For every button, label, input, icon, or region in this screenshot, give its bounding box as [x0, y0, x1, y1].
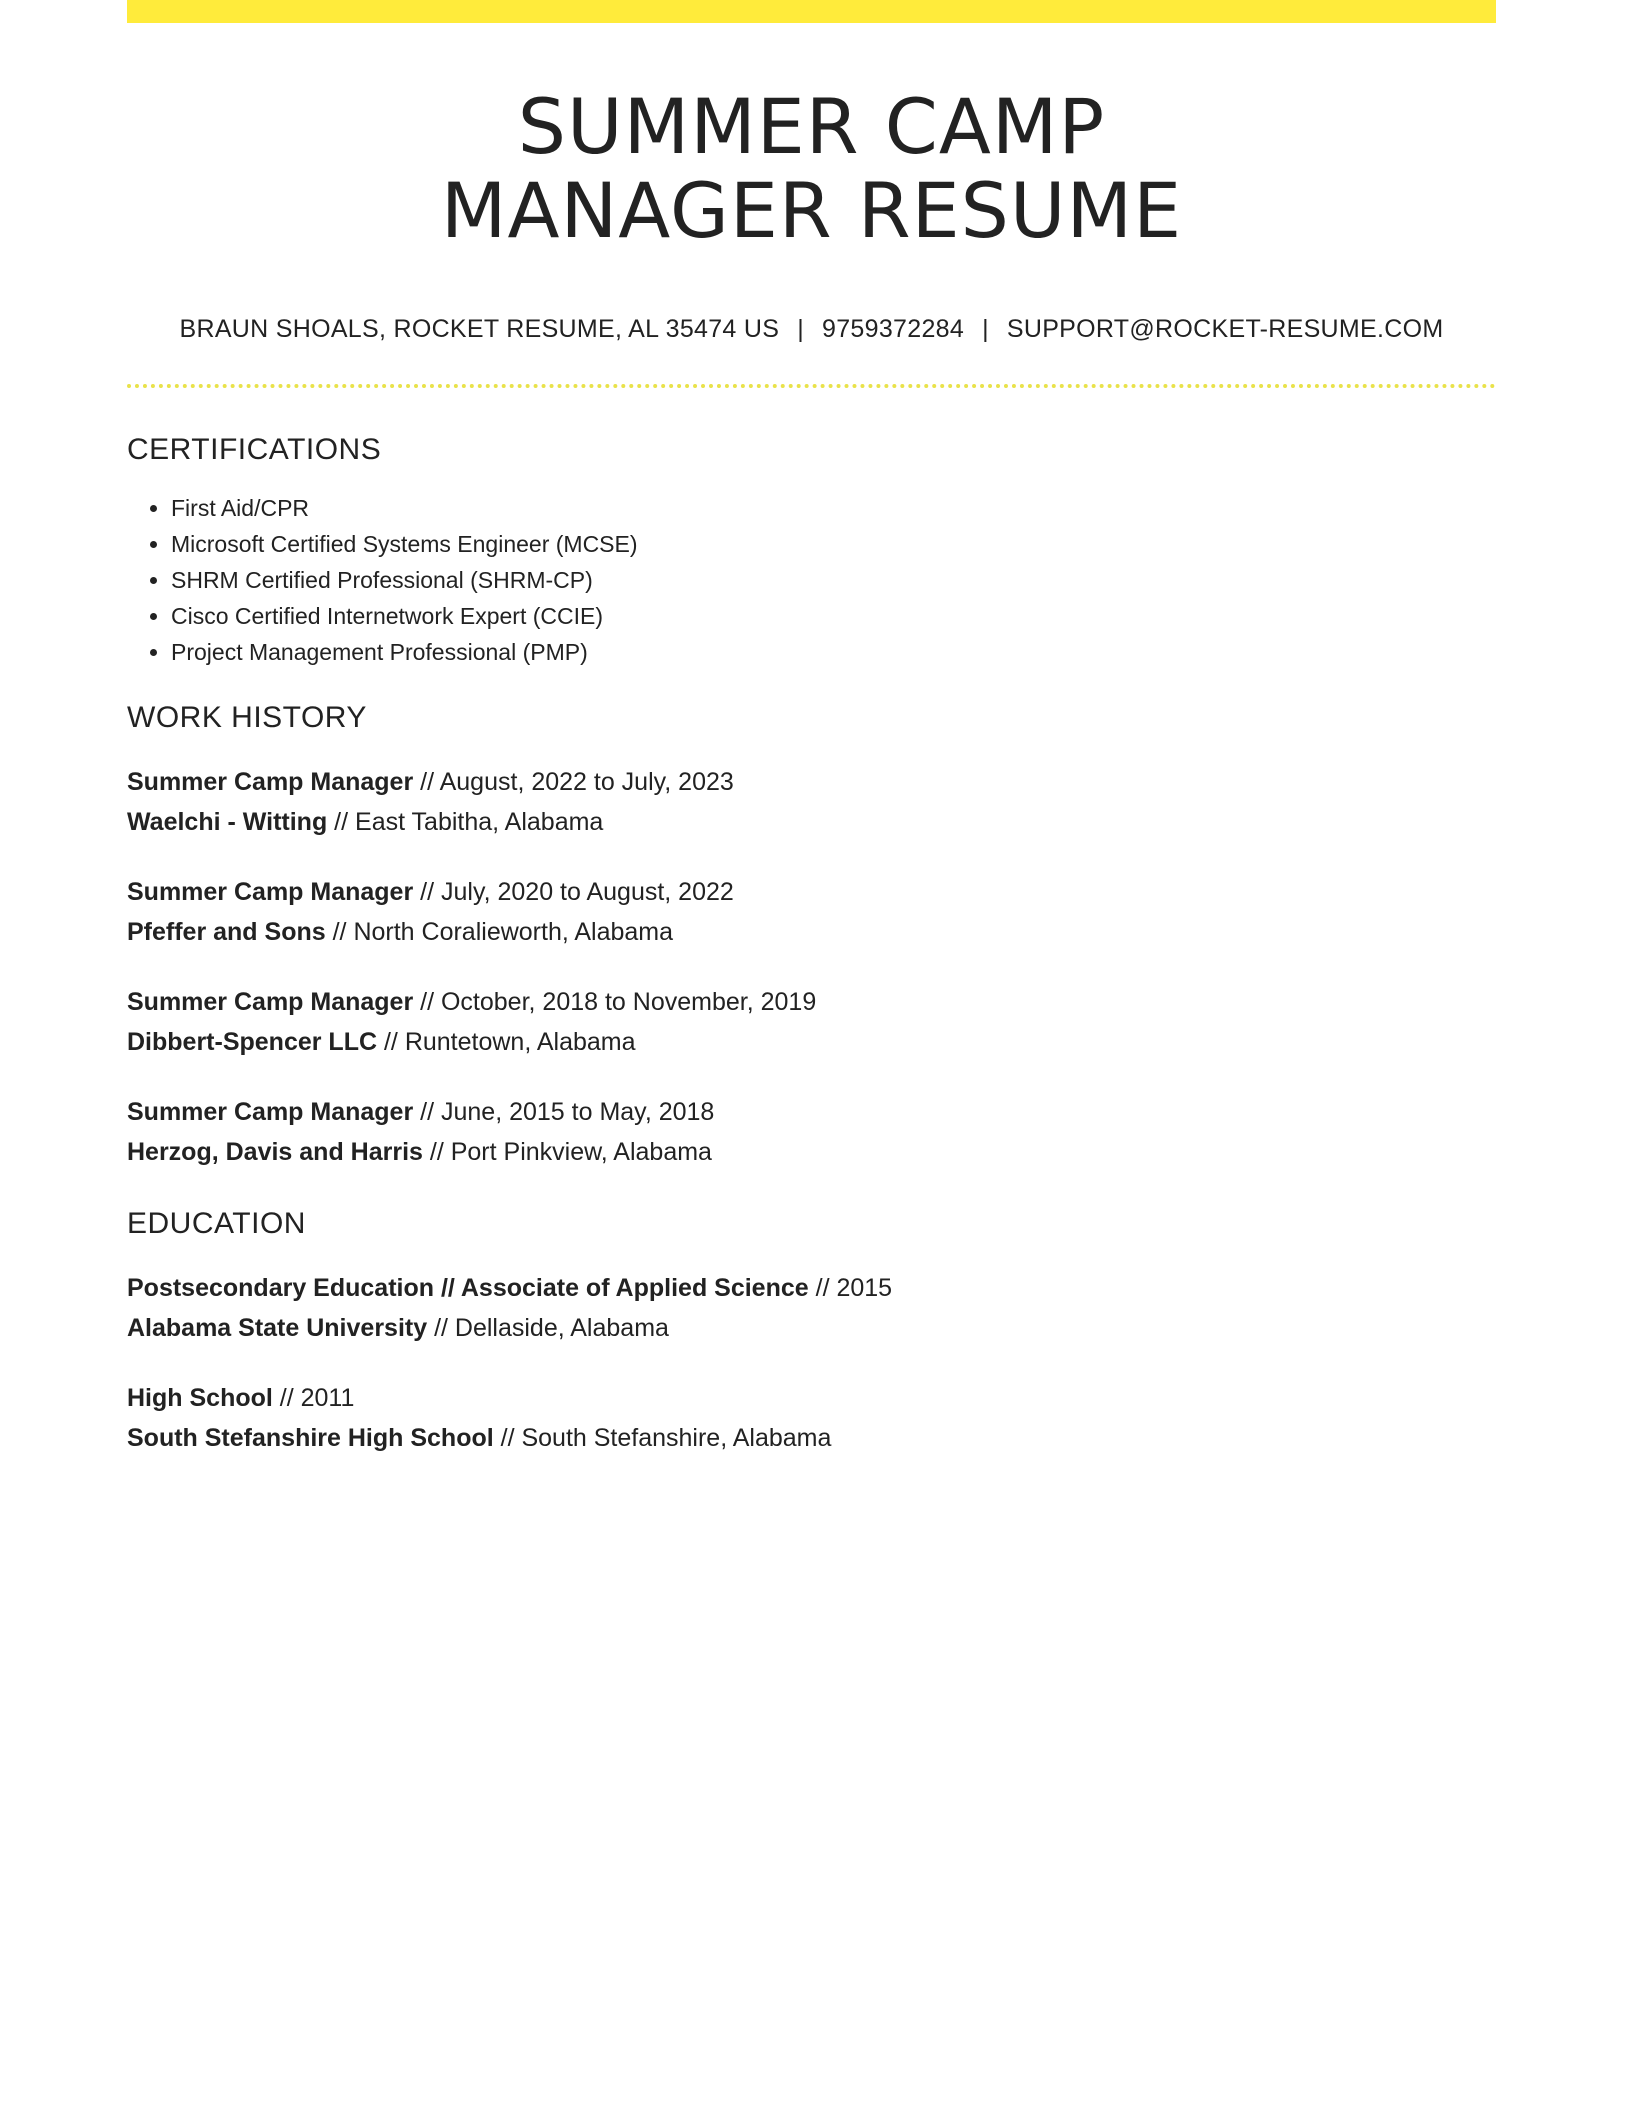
contact-separator: |: [797, 315, 805, 343]
job-dates: // August, 2022 to July, 2023: [413, 768, 734, 796]
education-entry: [127, 1378, 1496, 1458]
contact-email: SUPPORT@ROCKET-RESUME.COM: [1006, 315, 1444, 343]
employer-name: Herzog, Davis and Harris: [127, 1138, 423, 1166]
school-name: Alabama State University: [127, 1314, 428, 1342]
education-list: [127, 1268, 1496, 1458]
certification-item: • Microsoft Certified Systems Engineer (MCSE): [171, 526, 1496, 562]
job-dates: // October, 2018 to November, 2019: [413, 988, 817, 1016]
degree-year: // 2011: [272, 1384, 355, 1412]
job-title: Summer Camp Manager: [127, 878, 414, 906]
certifications-list: [127, 490, 1496, 670]
degree-year: // 2015: [808, 1274, 893, 1302]
job-title: Summer Camp Manager: [127, 768, 414, 796]
work-entry: [127, 762, 1496, 842]
employer-location: // East Tabitha, Alabama: [327, 808, 604, 836]
contact-phone: 9759372284: [822, 315, 965, 343]
school-name: South Stefanshire High School: [127, 1424, 494, 1452]
job-dates: // July, 2020 to August, 2022: [413, 878, 734, 906]
work-entry: [127, 872, 1496, 952]
employer-name: Waelchi - Witting: [127, 808, 328, 836]
page-title: [127, 82, 1496, 255]
work-entry: [127, 982, 1496, 1062]
work-history-list: [127, 762, 1496, 1172]
job-title: Summer Camp Manager: [127, 988, 414, 1016]
school-location: // South Stefanshire, Alabama: [493, 1424, 832, 1452]
job-title: Summer Camp Manager: [127, 1098, 414, 1126]
contact-address: BRAUN SHOALS, ROCKET RESUME, AL 35474 US: [179, 315, 780, 343]
certification-item: • Project Management Professional (PMP): [171, 634, 1496, 670]
work-history-heading: WORK HISTORY: [127, 701, 367, 734]
degree-name: High School: [127, 1384, 273, 1412]
employer-location: // Port Pinkview, Alabama: [422, 1138, 712, 1166]
degree-name: Postsecondary Education // Associate of Applied Science: [127, 1274, 809, 1302]
top-accent-bar: [127, 0, 1496, 23]
work-entry: [127, 1092, 1496, 1172]
certification-item: • First Aid/CPR: [171, 490, 1496, 526]
employer-name: Dibbert-Spencer LLC: [127, 1028, 378, 1056]
resume-page: [127, 0, 1496, 1458]
certification-item: • SHRM Certified Professional (SHRM-CP): [171, 562, 1496, 598]
title-line-1: SUMMER CAMP: [517, 82, 1106, 171]
certification-item: • Cisco Certified Internetwork Expert (CCIE): [171, 598, 1496, 634]
contact-line: [127, 313, 1496, 345]
employer-location: // North Coralieworth, Alabama: [325, 918, 674, 946]
school-location: // Dellaside, Alabama: [427, 1314, 669, 1342]
employer-location: // Runtetown, Alabama: [377, 1028, 636, 1056]
title-line-2: MANAGER RESUME: [440, 166, 1183, 255]
job-dates: // June, 2015 to May, 2018: [413, 1098, 715, 1126]
education-entry: [127, 1268, 1496, 1348]
certifications-heading: CERTIFICATIONS: [127, 433, 382, 466]
contact-separator: |: [982, 315, 989, 343]
education-heading: EDUCATION: [127, 1207, 306, 1240]
employer-name: Pfeffer and Sons: [127, 918, 326, 946]
dotted-divider: [127, 384, 1496, 388]
